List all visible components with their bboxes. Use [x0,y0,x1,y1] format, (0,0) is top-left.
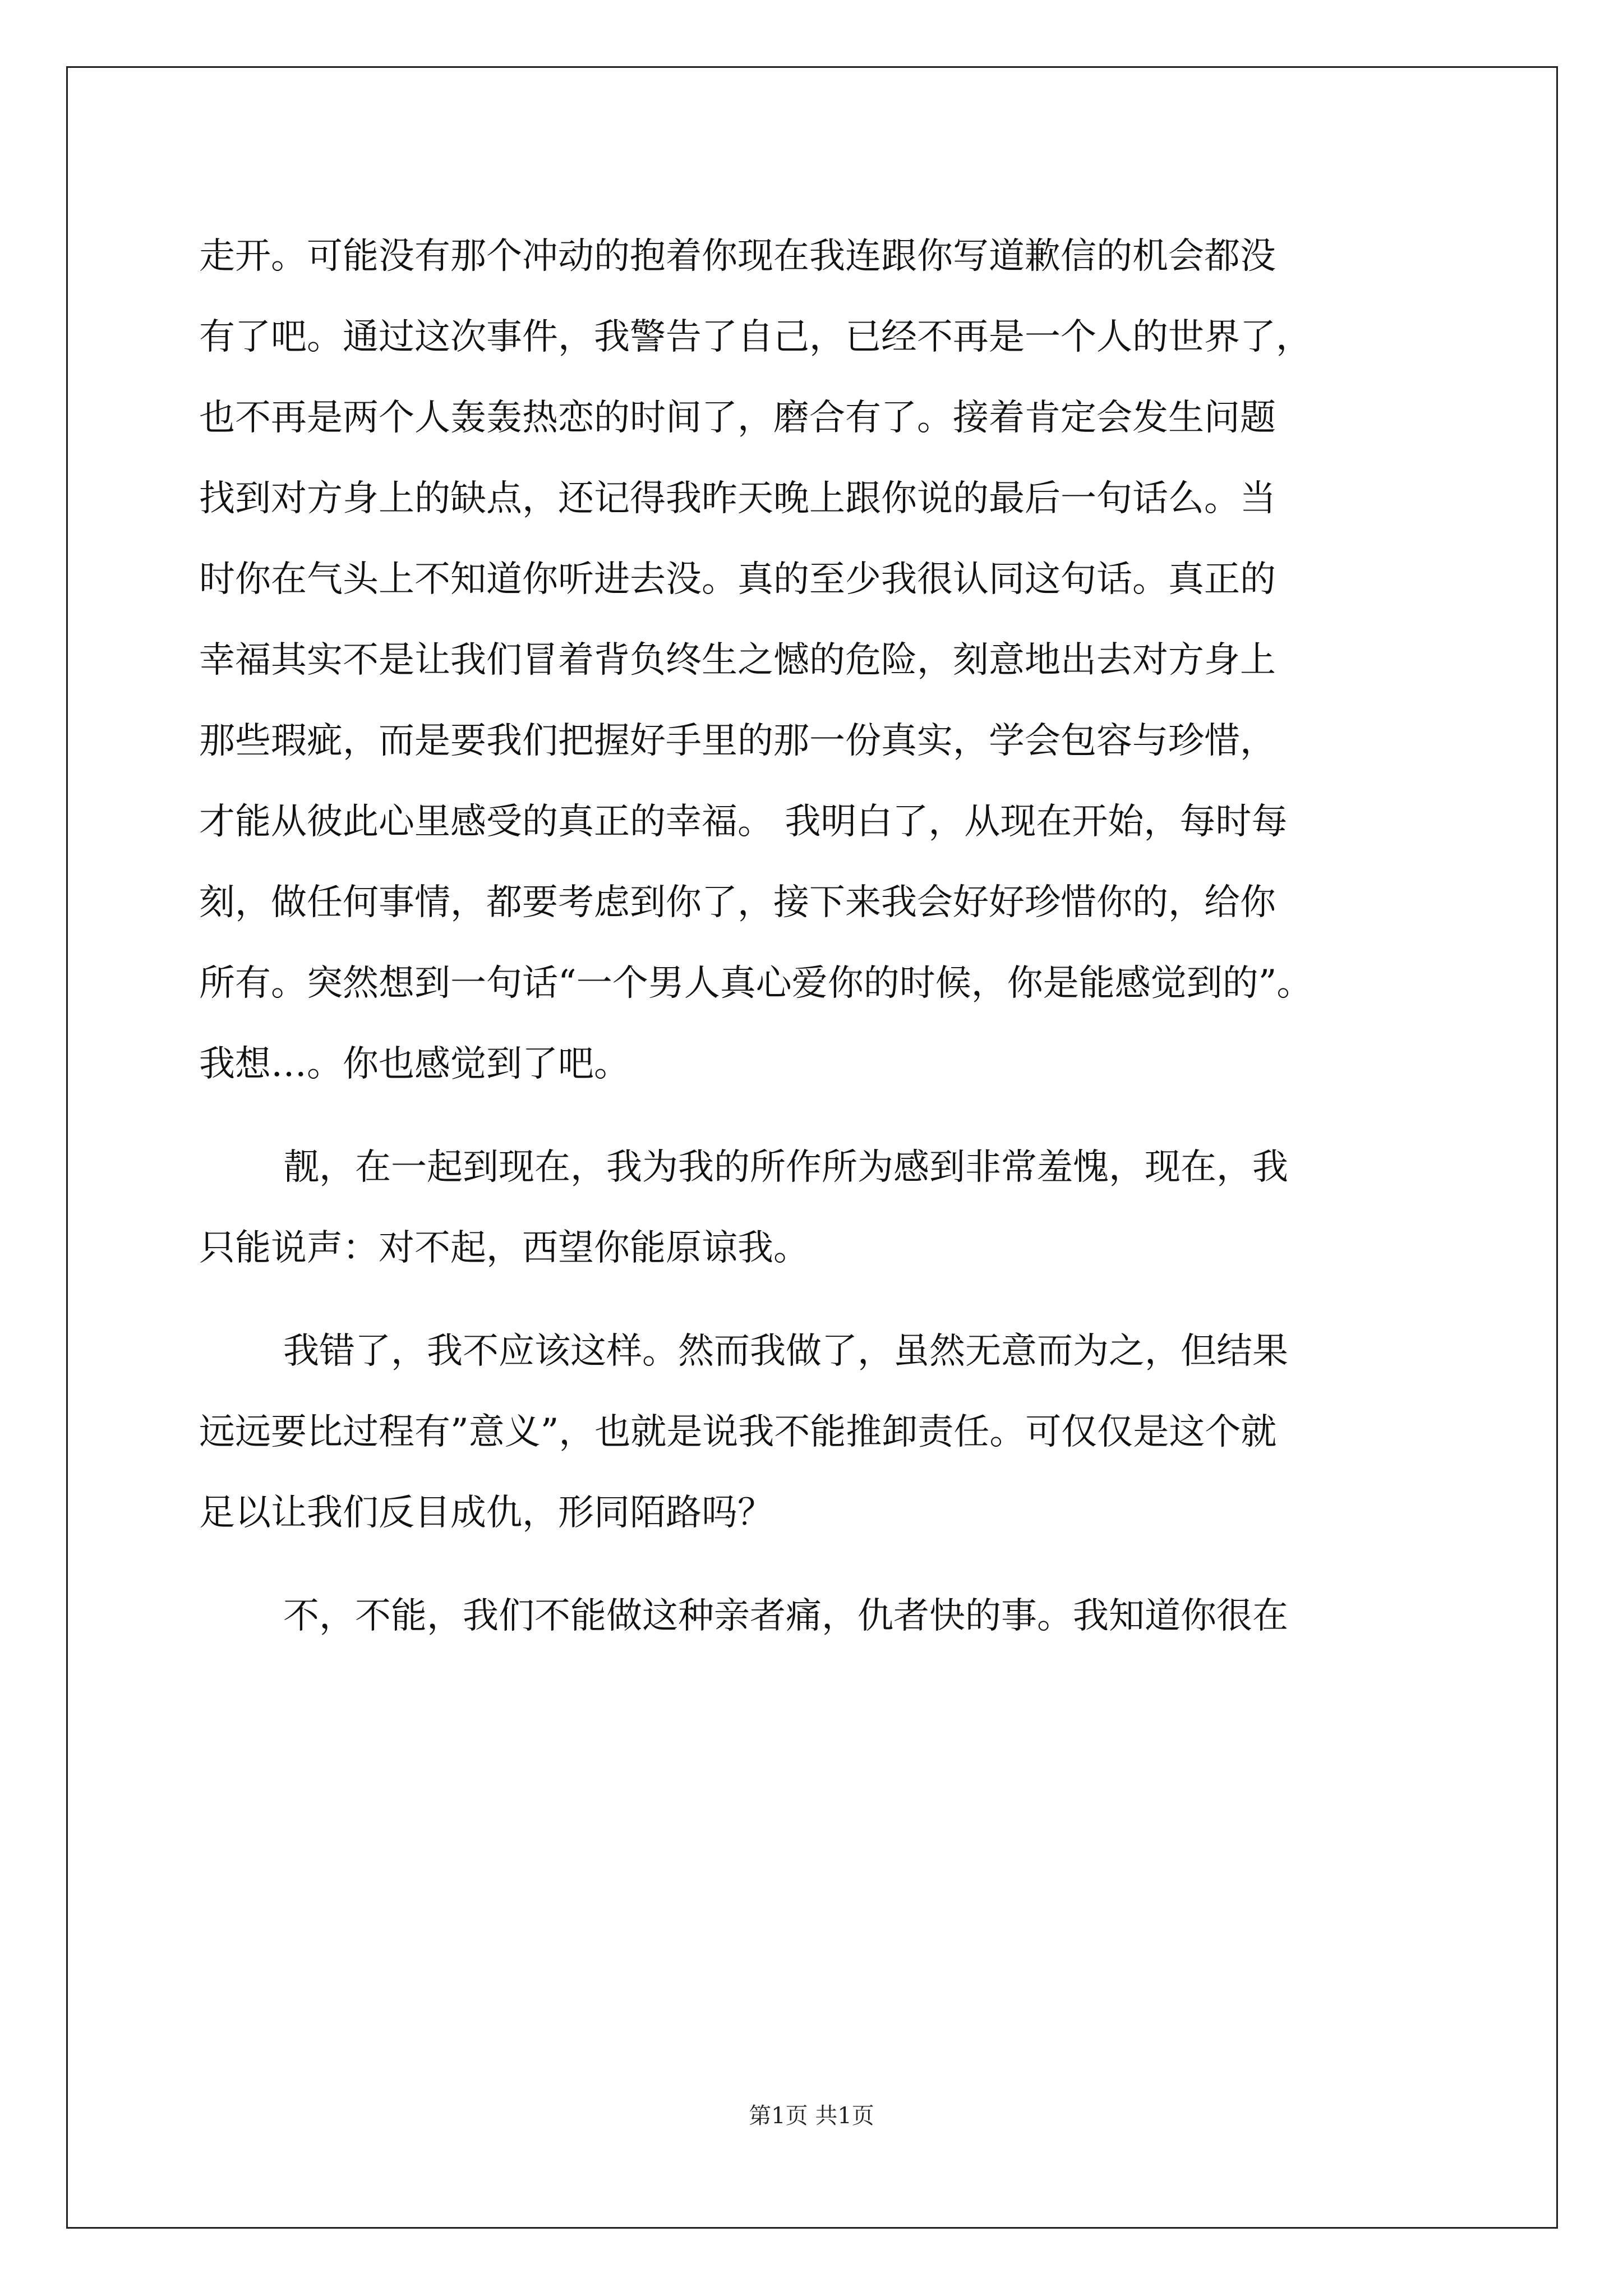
text-line: 那些瑕疵，而是要我们把握好手里的那一份真实，学会包容与珍惜， [199,720,1276,762]
text-line: 走开。可能没有那个冲动的抱着你现在我连跟你写道歉信的机会都没 [199,236,1276,277]
text-line: 靓，在一起到现在，我为我的所作所为感到非常羞愧，现在，我 [283,1147,1288,1188]
text-line: 不，不能，我们不能做这种亲者痛，仇者快的事。我知道你很在 [283,1595,1288,1637]
text-line: 幸福其实不是让我们冒着背负终生之憾的危险，刻意地出去对方身上 [199,639,1276,681]
paragraph-spacer [199,1553,1489,1576]
text-line: 时你在气头上不知道你听进去没。真的至少我很认同这句话。真正的 [199,559,1276,600]
text-line: 我错了，我不应该这样。然而我做了，虽然无意而为之，但结果 [283,1331,1288,1372]
paragraph-spacer [199,1105,1489,1127]
document-body [199,216,1489,1657]
text-line: 我想…。你也感觉到了吧。 [199,1043,630,1085]
page-footer: 第1页 共1页 [749,2103,874,2129]
text-line: 足以让我们反目成仇，形同陌路吗？ [199,1492,773,1534]
text-line: 刻，做任何事情，都要考虑到你了，接下来我会好好珍惜你的，给你 [199,882,1276,923]
text-line: 找到对方身上的缺点，还记得我昨天晚上跟你说的最后一句话么。当 [199,478,1276,519]
text-line: 远远要比过程有”意义”，也就是说我不能推卸责任。可仅仅是这个就 [199,1411,1277,1453]
text-line: 也不再是两个人轰轰热恋的时间了，磨合有了。接着肯定会发生问题 [199,397,1276,439]
text-line: 所有。突然想到一句话“一个男人真心爱你的时候，你是能感觉到的”。 [199,963,1313,1004]
text-line: 有了吧。通过这次事件，我警告了自己，已经不再是一个人的世界了， [199,316,1312,358]
paragraph-spacer [199,1289,1489,1311]
text-line: 只能说声：对不起，西望你能原谅我。 [199,1227,809,1269]
text-line: 才能从彼此心里感受的真正的幸福。 我明白了，从现在开始，每时每 [199,801,1288,843]
